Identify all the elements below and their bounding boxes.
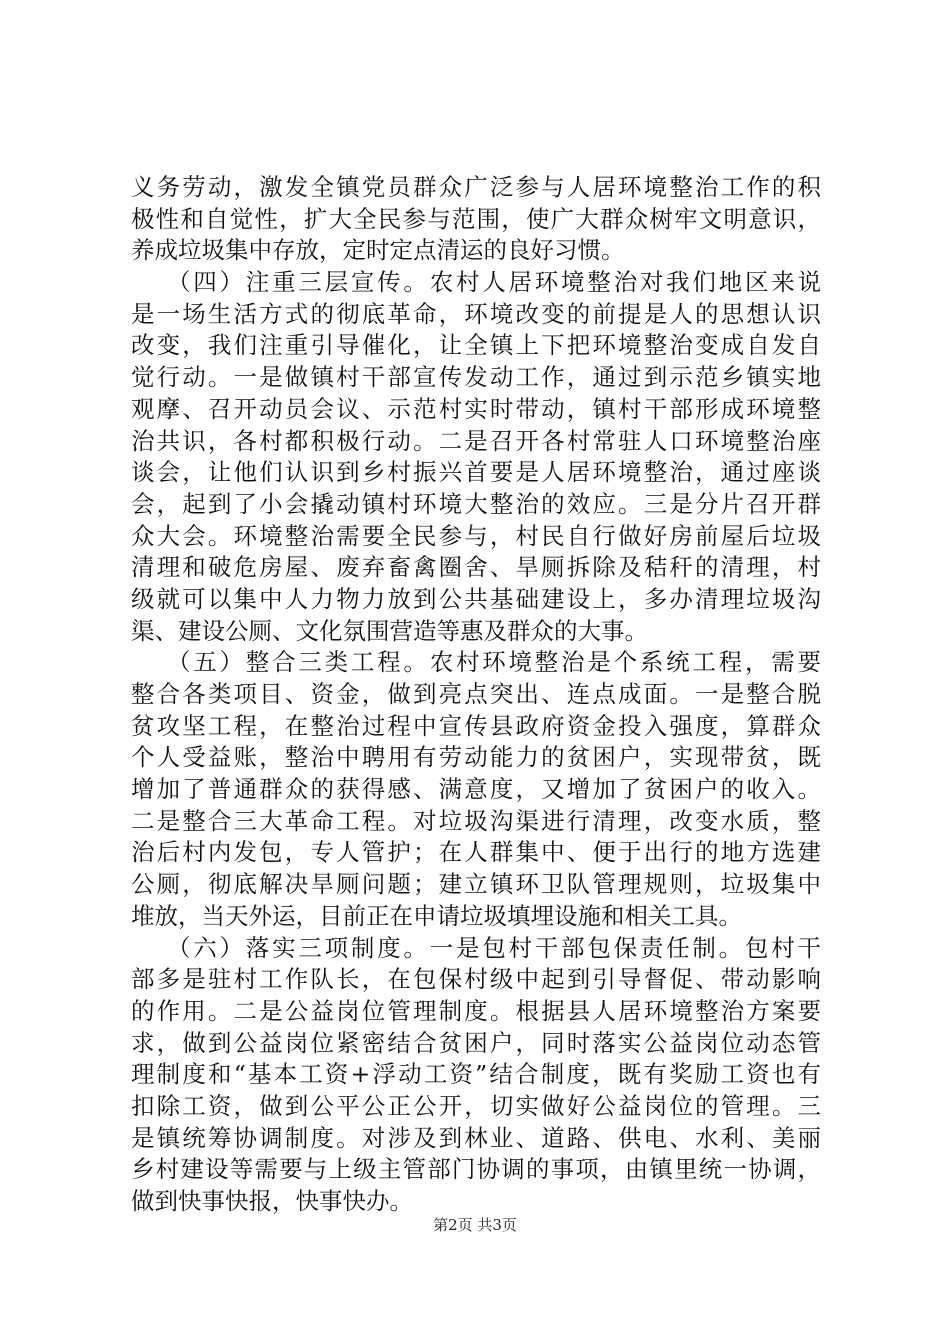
text-line: 贫攻坚工程，在整治过程中宣传县政府资金投入强度，算群众 [131, 711, 821, 740]
text-line: 是一场生活方式的彻底革命，环境改变的前提是人的思想认识 [131, 299, 821, 328]
text-line: 观摩、召开动员会议、示范村实时带动，镇村干部形成环境整 [131, 394, 821, 423]
paragraph [131, 267, 821, 647]
text-line: 增加了普通群众的获得感、满意度，又增加了贫困户的收入。 [131, 775, 821, 804]
text-line: 部多是驻村工作队长，在包保村级中起到引导督促、带动影响 [131, 965, 821, 994]
text-line: 义务劳动，激发全镇党员群众广泛参与人居环境整治工作的积 [131, 173, 821, 201]
document-body [131, 172, 821, 1218]
text-line: 是镇统筹协调制度。对涉及到林业、道路、供电、水利、美丽 [131, 1123, 821, 1152]
text-line: 治共识，各村都积极行动。二是召开各村常驻人口环境整治座 [131, 426, 821, 455]
text-line: 谈会，让他们认识到乡村振兴首要是人居环境整治，通过座谈 [131, 458, 821, 487]
text-line: 做到快事快报，快事快办。 [131, 1187, 413, 1215]
text-line: （四）注重三层宣传。农村人居环境整治对我们地区来说 [167, 268, 821, 297]
paragraph [131, 172, 821, 267]
paragraph [131, 647, 821, 932]
text-line: （五）整合三类工程。农村环境整治是个系统工程，需要 [167, 648, 821, 677]
text-line: 堆放，当天外运，目前正在申请垃圾填埋设施和相关工具。 [131, 901, 742, 930]
text-line: 个人受益账，整治中聘用有劳动能力的贫困户，实现带贫，既 [131, 743, 821, 772]
text-line: 整合各类项目、资金，做到亮点突出、连点成面。一是整合脱 [131, 680, 821, 708]
text-line: （六）落实三项制度。一是包村干部包保责任制。包村干 [167, 933, 821, 962]
text-line: 渠、建设公厕、文化氛围营造等惠及群众的大事。 [131, 616, 648, 645]
text-line: 会，起到了小会撬动镇村环境大整治的效应。三是分片召开群 [131, 489, 821, 518]
text-line: 公厕，彻底解决旱厕问题；建立镇环卫队管理规则，垃圾集中 [131, 870, 821, 899]
text-line: 清理和破危房屋、废弃畜禽圈舍、旱厕拆除及秸秆的清理，村 [131, 553, 821, 582]
text-line: 治后村内发包，专人管护；在人群集中、便于出行的地方选建 [131, 838, 821, 867]
text-line: 级就可以集中人力物力放到公共基础建设上，多办清理垃圾沟 [131, 584, 821, 613]
text-line: 觉行动。一是做镇村干部宣传发动工作，通过到示范乡镇实地 [131, 363, 821, 392]
text-line: 的作用。二是公益岗位管理制度。根据县人居环境整治方案要 [131, 996, 821, 1025]
text-line: 扣除工资，做到公平公正公开，切实做好公益岗位的管理。三 [131, 1091, 821, 1120]
text-line: 众大会。环境整治需要全民参与，村民自行做好房前屋后垃圾 [131, 521, 821, 550]
page-number-footer: 第2页 共3页 [433, 1216, 517, 1234]
text-line: 理制度和“基本工资+浮动工资”结合制度，既有奖励工资也有 [131, 1060, 821, 1089]
text-line: 求，做到公益岗位紧密结合贫困户，同时落实公益岗位动态管 [131, 1028, 821, 1057]
text-line: 极性和自觉性，扩大全民参与范围，使广大群众树牢文明意识， [131, 204, 821, 233]
text-line: 改变，我们注重引导催化，让全镇上下把环境整治变成自发自 [131, 331, 821, 360]
text-line: 乡村建设等需要与上级主管部门协调的事项，由镇里统一协调， [131, 1155, 821, 1184]
text-line: 二是整合三大革命工程。对垃圾沟渠进行清理，改变水质，整 [131, 806, 821, 835]
text-line: 养成垃圾集中存放，定时定点清运的良好习惯。 [131, 236, 625, 265]
paragraph [131, 933, 821, 1218]
